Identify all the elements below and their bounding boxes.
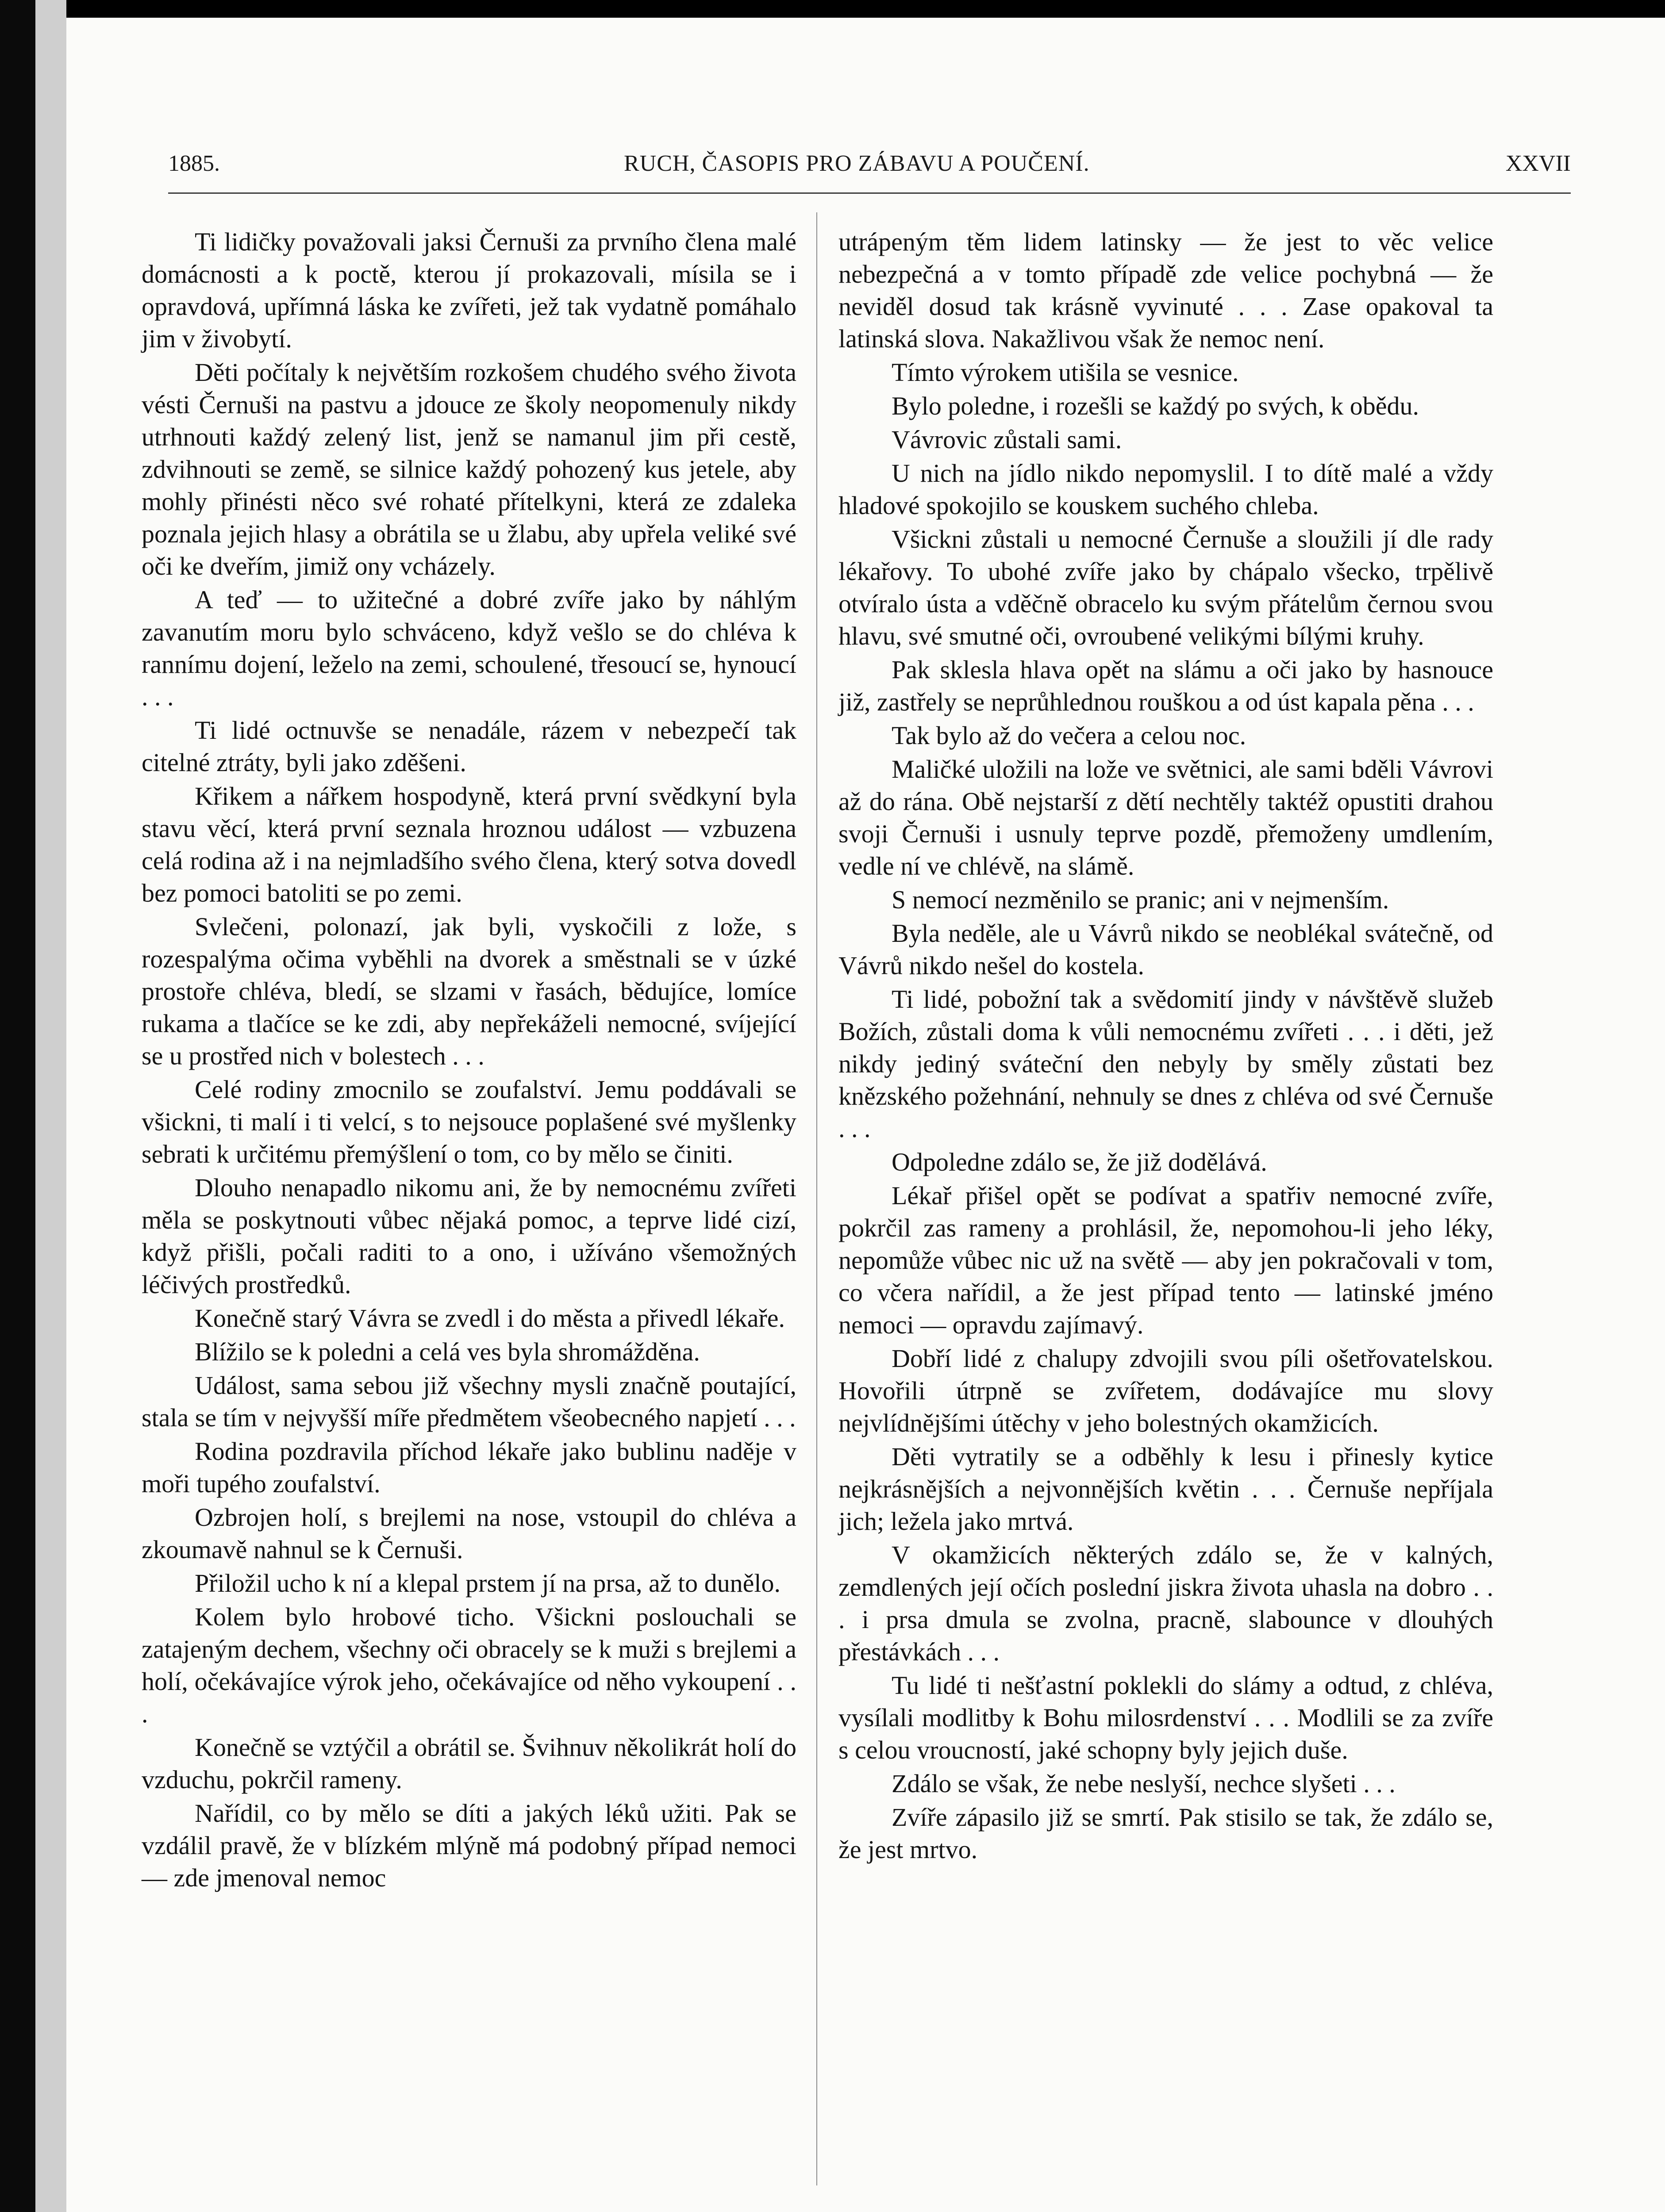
paragraph: U nich na jídlo nikdo nepomyslil. I to dítě malé a vždy hladové spokojilo se kouskem suchého chleba. <box>838 459 1493 520</box>
paragraph: Zdálo se však, že nebe neslyší, nechce slyšeti . . . <box>892 1769 1396 1798</box>
header-title: RUCH, ČASOPIS PRO ZÁBAVU A POUČENÍ. <box>624 151 1090 176</box>
paragraph: Blížilo se k poledni a celá ves byla shromážděna. <box>195 1337 700 1366</box>
paragraph-continuation: utrápeným těm lidem latinsky — že jest to věc velice nebezpečná a v tomto případě zde velice pochybná — že neviděl dosud tak krásně vyvinuté . . . Zase opakoval ta latinská slova. Nakažlivou však že nemoc není. <box>838 227 1493 353</box>
paragraph: Ti lidé octnuvše se nenadále, rázem v nebezpečí tak citelné ztráty, byli jako zděšeni. <box>142 716 796 777</box>
paragraph: Ozbrojen holí, s brejlemi na nose, vstoupil do chléva a zkoumavě nahnul se k Černuši. <box>142 1503 796 1564</box>
paragraph: Tak bylo až do večera a celou noc. <box>892 721 1246 750</box>
paragraph: Děti vytratily se a odběhly k lesu i přinesly kytice nejkrásnějších a nejvonnějších květin . . . Černuše nepříjala jich; ležela jako mrtvá. <box>838 1442 1493 1536</box>
paragraph: Pak sklesla hlava opět na slámu a oči jako by hasnouce již, zastřely se neprůhlednou rouškou a od úst kapala pěna . . . <box>838 655 1493 716</box>
scan-dark-margin <box>0 0 35 2212</box>
paragraph: Svlečeni, polonazí, jak byli, vyskočili z lože, s rozespalýma očima vyběhli na dvorek a směstnali se v úzké prostoře chléva, bledí, se slzami v řasách, bědujíce, lomíce rukama a tlačíce se ke zdi, aby nepřekáželi nemocné, svíjející se u prostřed nich v bolestech . . . <box>142 912 796 1070</box>
paragraph: Konečně starý Vávra se zvedl i do města a přivedl lékaře. <box>195 1304 785 1333</box>
paragraph: Kolem bylo hrobové ticho. Všickni poslouchali se zatajeným dechem, všechny oči obracely se k muži s brejlemi a holí, očekávajíce výrok jeho, očekávajíce od něho vykoupení . . . <box>142 1602 796 1728</box>
paragraph: S nemocí nezměnilo se pranic; ani v nejmenším. <box>892 885 1389 914</box>
paragraph: Maličké uložili na lože ve světnici, ale sami bděli Vávrovi až do rána. Obě nejstarší z dětí nechtěly taktéž opustiti drahou svoji Černuši i usnuly teprve pozdě, přemoženy umdlením, vedle ní ve chlévě, na slámě. <box>838 755 1493 880</box>
paragraph: Dobří lidé z chalupy zdvojili svou píli ošetřovatelskou. Hovořili útrpně se zvířetem, dodávajíce mu slovy nejvlídnějšími útěchy v jeho bolestných okamžicích. <box>838 1344 1493 1437</box>
header-page-number: XXVII <box>1505 151 1571 176</box>
header-year: 1885. <box>168 151 220 176</box>
paragraph: Tu lidé ti nešťastní poklekli do slámy a odtud, z chléva, vysílali modlitby k Bohu milosrdenství . . . Modlili se za zvíře s celou vroucností, jaké schopny byly jejich duše. <box>838 1671 1493 1764</box>
paragraph: Dlouho nenapadlo nikomu ani, že by nemocnému zvířeti měla se poskytnouti vůbec nějaká pomoc, a teprve lidé cizí, když přišli, počali raditi to a ono, i užíváno všemožných léčivých prostředků. <box>142 1173 796 1299</box>
paragraph: Celé rodiny zmocnilo se zoufalství. Jemu poddávali se všickni, ti malí i ti velcí, s to nejsouce poplašené své myšlenky sebrati k určitému přemýšlení o tom, co by mělo se činiti. <box>142 1075 796 1168</box>
left-column <box>142 226 796 1895</box>
running-header <box>168 146 1571 186</box>
paragraph: Byla neděle, ale u Vávrů nikdo se neoblékal svátečně, od Vávrů nikdo nešel do kostela. <box>838 919 1493 980</box>
paragraph: Lékař přišel opět se podívat a spatřiv nemocné zvíře, pokrčil zas rameny a prohlásil, že, nepomohou-li jeho léky, nepomůže vůbec nic už na světě — aby jen pokračovali v tom, co včera nařídil, a že jest případ tento — latinské jméno nemoci — opravdu zajímavý. <box>838 1181 1493 1339</box>
paragraph: V okamžicích některých zdálo se, že v kalných, zemdlených její očích poslední jiskra života uhasla na dobro . . . i prsa dmula se zvolna, pracně, slabounce v dlouhých přestávkách . . . <box>838 1540 1493 1666</box>
paragraph: Událost, sama sebou již všechny mysli značně poutající, stala se tím v nejvyšší míře předmětem všeobecného napjetí . . . <box>142 1371 796 1432</box>
header-rule <box>168 192 1571 194</box>
paragraph: Tímto výrokem utišila se vesnice. <box>892 358 1239 387</box>
paragraph: Děti počítaly k největším rozkošem chudého svého života vésti Černuši na pastvu a jdouce ze školy neopomenuly nikdy utrhnouti každý zelený list, jenž se namanul jim při cestě, zdvihnouti se země, se silnice každý pohozený kus jetele, aby mohly přinésti něco své rohaté přítelkyni, která ze zdaleka poznala jejich hlasy a obrátila se u žlabu, aby upřela veliké své oči ke dveřím, jimiž ony vcházely. <box>142 358 796 580</box>
page <box>66 18 1665 2212</box>
paragraph: Rodina pozdravila příchod lékaře jako bublinu naděje v moři tupého zoufalství. <box>142 1437 796 1498</box>
paragraph: Ti lidičky považovali jaksi Černuši za prvního člena malé domácnosti a k poctě, kterou jí prokazovali, mísila se i opravdová, upřímná láska ke zvířeti, jež tak vydatně pomáhalo jim v živobytí. <box>142 227 796 353</box>
paragraph: Všickni zůstali u nemocné Černuše a sloužili jí dle rady lékařovy. To ubohé zvíře jako by chápalo všecko, trpělivě otvíralo ústa a vděčně obracelo ku svým přátelům černou svou hlavu, své smutné oči, ovroubené velikými bílými kruhy. <box>838 525 1493 650</box>
right-column <box>838 226 1493 1867</box>
paragraph: Konečně se vztýčil a obrátil se. Švihnuv několikrát holí do vzduchu, pokrčil rameny. <box>142 1733 796 1794</box>
scan-gray-margin <box>35 0 66 2212</box>
paragraph: A teď — to užitečné a dobré zvíře jako by náhlým zavanutím moru bylo schváceno, když vešlo se do chléva k rannímu dojení, leželo na zemi, schoulené, třesoucí se, hynoucí . . . <box>142 585 796 711</box>
paragraph: Nařídil, co by mělo se díti a jakých léků užiti. Pak se vzdálil pravě, že v blízkém mlýně má podobný případ nemoci — zde jmenoval nemoc <box>142 1799 796 1892</box>
paragraph: Přiložil ucho k ní a klepal prstem jí na prsa, až to dunělo. <box>195 1569 781 1598</box>
paragraph: Vávrovic zůstali sami. <box>892 425 1122 454</box>
paragraph: Odpoledne zdálo se, že již dodělává. <box>892 1148 1267 1176</box>
paragraph: Zvíře zápasilo již se smrtí. Pak stisilo se tak, že zdálo se, že jest mrtvo. <box>838 1803 1493 1864</box>
paragraph: Křikem a nářkem hospodyně, která první svědkyní byla stavu věcí, která první seznala hroznou událost — vzbuzena celá rodina až i na nejmladšího svého člena, který sotva dovedl bez pomoci batoliti se po zemi. <box>142 782 796 907</box>
column-divider <box>816 212 817 2185</box>
paragraph: Ti lidé, pobožní tak a svědomití jindy v návštěvě služeb Božích, zůstali doma k vůli nemocnému zvířeti . . . i děti, jež nikdy jediný sváteční den nebyly by směly zůstati bez knězského požehnání, nehnuly se dnes z chléva od své Černuše . . . <box>838 985 1493 1143</box>
paragraph: Bylo poledne, i rozešli se každý po svých, k obědu. <box>892 392 1419 420</box>
